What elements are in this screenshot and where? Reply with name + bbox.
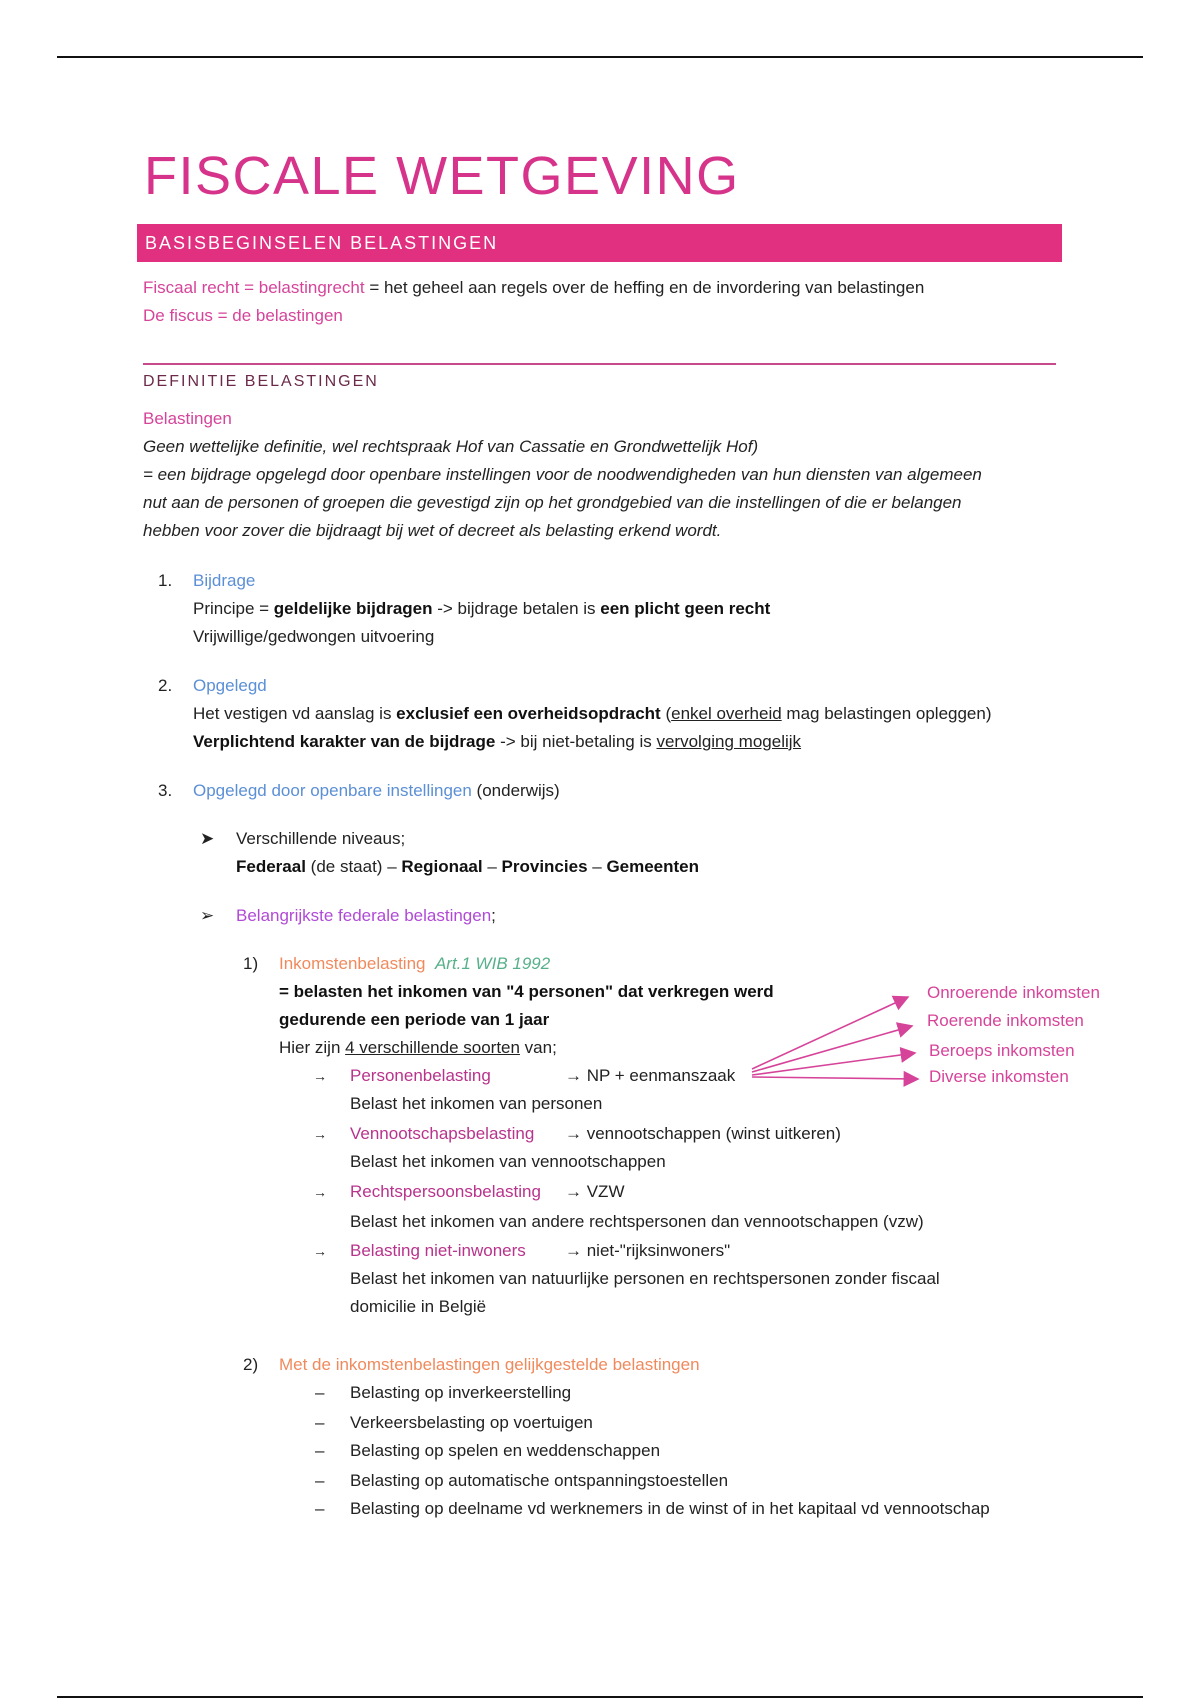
arrow-bullet-icon: → (313, 1126, 327, 1142)
page-title: FISCALE WETGEVING (144, 146, 740, 206)
equated-item: Belasting op automatische ontspanningstoestellen (350, 1471, 729, 1490)
arrow-bullet-icon: ➤ (200, 829, 215, 848)
definition-heading: DEFINITIE BELASTINGEN (143, 373, 379, 390)
list-number: 1. (158, 571, 173, 590)
income-title: Inkomstenbelasting Art.1 WIB 1992 (279, 954, 551, 973)
bottom-rule (57, 1696, 1143, 1698)
dash-bullet: – (315, 1471, 325, 1490)
type-desc: Belast het inkomen van natuurlijke personen en rechtspersonen zonder fiscaal (350, 1269, 940, 1288)
list-number: 3. (158, 781, 173, 800)
item-line: Vrijwillige/gedwongen uitvoering (193, 627, 435, 646)
levels-intro: Verschillende niveaus; (236, 829, 406, 848)
federal-heading: Belangrijkste federale belastingen; (236, 906, 496, 925)
definition-line: hebben voor zover die bijdraagt bij wet of decreet als belasting erkend wordt. (143, 521, 722, 540)
item-title-opgelegd: Opgelegd (193, 676, 267, 695)
arrow-line (752, 997, 908, 1069)
equated-item: Belasting op deelname vd werknemers in de winst of in het kapitaal vd vennootschap (350, 1499, 990, 1518)
item-line: Verplichtend karakter van de bijdrage -> bij niet-betaling is vervolging mogelijk (193, 732, 802, 751)
equated-item: Verkeersbelasting op voertuigen (350, 1413, 593, 1432)
equated-item: Belasting op inverkeerstelling (350, 1383, 572, 1402)
intro-line-2: De fiscus = de belastingen (143, 306, 343, 325)
type-name: Rechtspersoonsbelasting (350, 1182, 541, 1201)
type-target: → VZW (565, 1182, 625, 1201)
levels-line: Federaal (de staat) – Regionaal – Provincies – Gemeenten (236, 857, 700, 876)
dash-bullet: – (315, 1499, 325, 1518)
income-category-label: Diverse inkomsten (929, 1067, 1069, 1086)
arrow-bullet-icon: → (313, 1068, 327, 1084)
intro-line-1: Fiscaal recht = belastingrecht = het geheel aan regels over de heffing en de invordering van belastingen (143, 278, 925, 297)
arrow-bullet-icon: → (313, 1184, 327, 1200)
type-name: Vennootschapsbelasting (350, 1124, 535, 1143)
definition-line: nut aan de personen of groepen die gevestigd zijn op het grondgebied van die instellingen of die er belangen (143, 493, 962, 512)
definition-line: Geen wettelijke definitie, wel rechtspraak Hof van Cassatie en Grondwettelijk Hof) (143, 437, 759, 456)
list-number: 1) (243, 954, 259, 973)
arrow-bullet-icon: → (313, 1243, 327, 1259)
type-desc: domicilie in België (350, 1297, 487, 1316)
arrow-line (752, 1053, 915, 1075)
definition-label: Belastingen (143, 409, 232, 428)
definition-line: = een bijdrage opgelegd door openbare instellingen voor de noodwendigheden van hun diensten van algemeen (143, 465, 982, 484)
arrow-bullet-icon: ➢ (200, 906, 215, 925)
type-name: Belasting niet-inwoners (350, 1241, 526, 1260)
list-number: 2. (158, 676, 173, 695)
equated-title: Met de inkomstenbelastingen gelijkgestelde belastingen (279, 1355, 700, 1374)
type-name: Personenbelasting (350, 1066, 491, 1085)
income-definition: = belasten het inkomen van "4 personen" dat verkregen werd (279, 982, 774, 1001)
equated-item: Belasting op spelen en weddenschappen (350, 1441, 661, 1460)
type-desc: Belast het inkomen van personen (350, 1094, 603, 1113)
dash-bullet: – (315, 1413, 325, 1432)
item-line: Principe = geldelijke bijdragen -> bijdrage betalen is een plicht geen recht (193, 599, 771, 618)
section-title: BASISBEGINSELEN BELASTINGEN (145, 233, 499, 253)
arrow-line (752, 1077, 918, 1079)
type-desc: Belast het inkomen van vennootschappen (350, 1152, 666, 1171)
item-title-bijdrage: Bijdrage (193, 571, 256, 590)
income-category-label: Roerende inkomsten (927, 1011, 1084, 1030)
dash-bullet: – (315, 1383, 325, 1402)
item-title-openbare: Opgelegd door openbare instellingen (onderwijs) (193, 781, 560, 800)
income-definition: gedurende een periode van 1 jaar (279, 1010, 550, 1029)
type-target: → niet-"rijksinwoners" (565, 1241, 731, 1260)
income-category-label: Beroeps inkomsten (929, 1041, 1075, 1060)
list-number: 2) (243, 1355, 259, 1374)
type-desc: Belast het inkomen van andere rechtspersonen dan vennootschappen (vzw) (350, 1212, 924, 1231)
item-line: Het vestigen vd aanslag is exclusief een overheidsopdracht (enkel overheid mag belastingen opleggen) (193, 704, 992, 723)
income-category-label: Onroerende inkomsten (927, 983, 1100, 1002)
income-sorts: Hier zijn 4 verschillende soorten van; (279, 1038, 557, 1057)
type-target: → NP + eenmanszaak (565, 1066, 736, 1085)
dash-bullet: – (315, 1441, 325, 1460)
type-target: → vennootschappen (winst uitkeren) (565, 1124, 841, 1143)
